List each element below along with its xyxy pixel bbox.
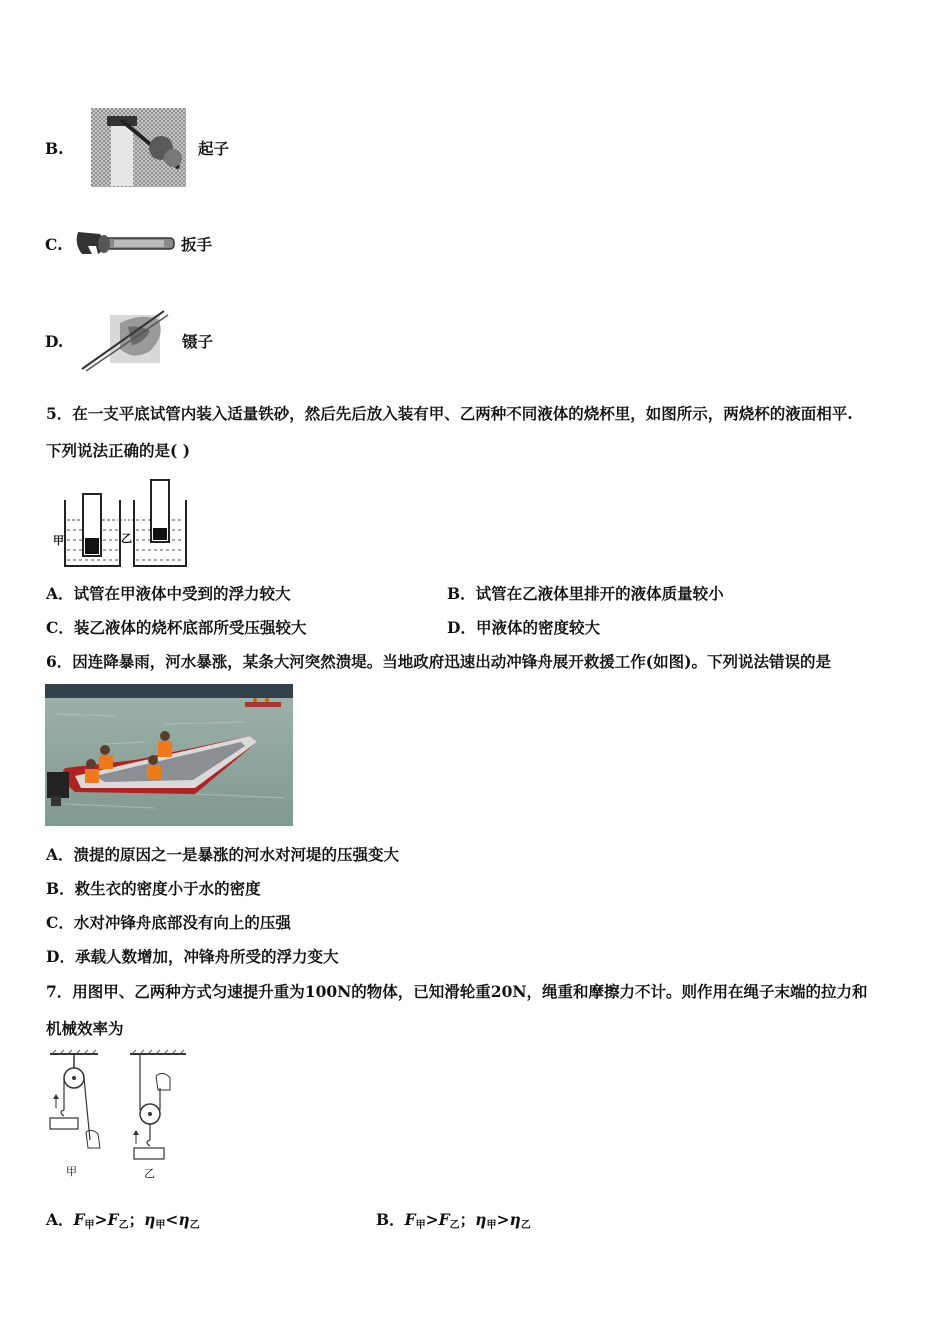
option-letter: C． (46, 618, 74, 637)
bottle-opener-photo (91, 108, 186, 187)
q5-stem-line1: 5．在一支平底试管内装入适量铁砂，然后先后放入装有甲、乙两种不同液体的烧杯里，如图所示，两烧杯的液面相平. (46, 404, 853, 423)
q5-fig-label-yi: 乙 (121, 532, 132, 545)
relation: > (94, 1210, 108, 1229)
q6-option-b (46, 879, 261, 899)
subscript: 乙 (520, 1220, 531, 1231)
q7-option-b (376, 1210, 531, 1236)
option-text: 试管在甲液体中受到的浮力较大 (73, 584, 291, 603)
relation: > (496, 1210, 510, 1229)
option-text: 溃提的原因之一是暴涨的河水对河堤的压强变大 (73, 845, 400, 864)
option-letter: C． (46, 913, 74, 932)
subscript: 甲 (415, 1220, 426, 1231)
wrench-photo (74, 224, 176, 264)
option-letter: A． (46, 845, 74, 864)
q6-option-a (46, 845, 399, 865)
subscript: 乙 (118, 1220, 129, 1231)
force-symbol: F (107, 1210, 119, 1229)
pulley-figure (44, 1048, 192, 1180)
option-letter: B． (376, 1210, 405, 1229)
q4-option-d (45, 332, 63, 352)
efficiency-symbol: η (144, 1210, 156, 1229)
efficiency-symbol: η (509, 1210, 521, 1229)
option-letter: D． (46, 947, 75, 966)
option-letter: C. (45, 235, 63, 254)
option-text: 水对冲锋舟底部没有向上的压强 (73, 913, 291, 932)
option-letter: A． (46, 1210, 74, 1229)
q5-option-a (46, 584, 291, 604)
option-text: 甲液体的密度较大 (475, 618, 600, 637)
q7-option-a (46, 1210, 200, 1236)
q5-option-d (447, 618, 600, 638)
force-symbol: F (404, 1210, 416, 1229)
separator: ； (459, 1210, 476, 1229)
option-text: 试管在乙液体里排开的液体质量较小 (475, 584, 724, 603)
q6-option-d (46, 947, 338, 967)
option-text: 救生衣的密度小于水的密度 (74, 879, 261, 898)
q7-fig-label-jia: 甲 (66, 1165, 77, 1178)
option-letter: D. (45, 332, 64, 351)
q7-stem-line2: 机械效率为 (46, 1019, 124, 1038)
q4-option-c (45, 235, 62, 255)
subscript: 甲 (155, 1220, 166, 1231)
force-symbol: F (438, 1210, 450, 1229)
q4-option-c-label: 扳手 (181, 235, 213, 254)
q5-fig-label-jia: 甲 (53, 534, 64, 547)
q5-stem-line2: 下列说法正确的是( ) (46, 441, 191, 460)
relation: < (165, 1210, 179, 1229)
subscript: 乙 (189, 1220, 200, 1231)
option-letter: B． (46, 879, 75, 898)
option-letter: D． (447, 618, 476, 637)
q4-option-b-label: 起子 (198, 139, 230, 158)
efficiency-symbol: η (178, 1210, 190, 1229)
option-text: 承载人数增加，冲锋舟所受的浮力变大 (74, 947, 339, 966)
option-letter: B. (45, 139, 64, 158)
q7-stem-line1: 7．用图甲、乙两种方式匀速提升重为100N的物体，已知滑轮重20N，绳重和摩擦力不计。则作用在绳子末端的拉力和 (46, 982, 868, 1001)
beaker-test-tube-figure (50, 478, 190, 570)
q5-option-b (447, 584, 724, 604)
q6-option-c (46, 913, 291, 933)
subscript: 甲 (486, 1220, 497, 1231)
option-text: 装乙液体的烧杯底部所受压强较大 (73, 618, 307, 637)
q4-option-b (45, 139, 64, 159)
q7-fig-label-yi: 乙 (144, 1167, 155, 1180)
option-letter: A． (46, 584, 74, 603)
separator: ； (128, 1210, 145, 1229)
force-symbol: F (73, 1210, 85, 1229)
q6-stem: 6．因连降暴雨，河水暴涨，某条大河突然溃堤。当地政府迅速出动冲锋舟展开救援工作(如图)。下列说法错误的是 (46, 652, 831, 671)
option-letter: B． (447, 584, 476, 603)
q5-option-c (46, 618, 306, 638)
subscript: 甲 (84, 1220, 95, 1231)
rescue-boat-photo (45, 684, 293, 826)
efficiency-symbol: η (475, 1210, 487, 1229)
subscript: 乙 (449, 1220, 460, 1231)
relation: > (425, 1210, 439, 1229)
q4-option-d-label: 镊子 (182, 332, 214, 351)
tweezers-photo (80, 305, 175, 373)
